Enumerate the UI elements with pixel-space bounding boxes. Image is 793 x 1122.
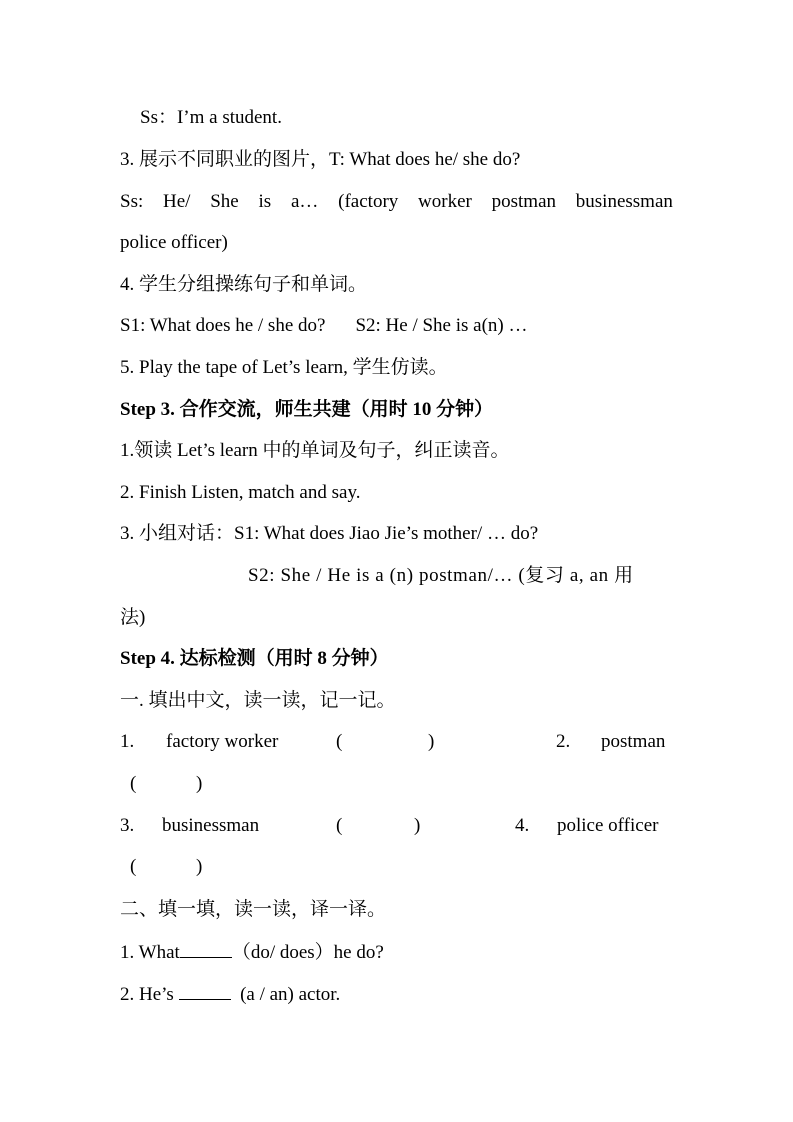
exercise1-row-2-answer: ( ) — [130, 856, 203, 877]
answer-blank-2[interactable] — [179, 981, 231, 1000]
line-step3-item-1: 1.领读 Let’s learn 中的单词及句子，纠正读音。 — [120, 440, 510, 461]
line-police-officer: police officer) — [120, 232, 228, 253]
line-step-item-3: 3. 展示不同职业的图片，T: What does he/ she do? — [120, 149, 521, 170]
exercise1-title: 一. 填出中文，读一读，记一记。 — [120, 690, 396, 711]
exercise2-question-2: 2. He’s (a / an) actor. — [120, 981, 340, 1007]
line-ss-student: Ss：I’m a student. — [140, 107, 282, 128]
exercise2-title: 二、填一填，读一读，译一译。 — [120, 899, 387, 920]
line-step3-item-2: 2. Finish Listen, match and say. — [120, 482, 361, 503]
line-step3-s2: S2: She / He is a (n) postman/… (复习 a, an 用 — [248, 565, 634, 586]
line-step-item-4: 4. 学生分组操练句子和单词。 — [120, 274, 368, 295]
step3-heading: Step 3. 合作交流，师生共建（用时 10 分钟） — [120, 399, 494, 420]
line-step-item-5: 5. Play the tape of Let’s learn, 学生仿读。 — [120, 357, 448, 378]
exercise1-row-2: 3. businessman ( ) 4. police officer — [120, 815, 659, 836]
exercise2-question-1: 1. What （do/ does）he do? — [120, 939, 384, 965]
line-ss-occupations: Ss: He/ She is a… (factory worker postman businessman — [120, 191, 673, 212]
answer-blank-1[interactable] — [180, 939, 232, 958]
line-step3-usage: 法) — [120, 607, 146, 628]
line-step3-item-3: 3. 小组对话：S1: What does Jiao Jie’s mother/ … do? — [120, 523, 539, 544]
exercise1-row-1: 1. factory worker ( ) 2. postman — [120, 731, 666, 752]
step4-heading: Step 4. 达标检测（用时 8 分钟） — [120, 648, 389, 669]
exercise1-row-1-answer: ( ) — [130, 773, 203, 794]
line-dialogue: S1: What does he / she do? S2: He / She is a(n) … — [120, 315, 528, 336]
